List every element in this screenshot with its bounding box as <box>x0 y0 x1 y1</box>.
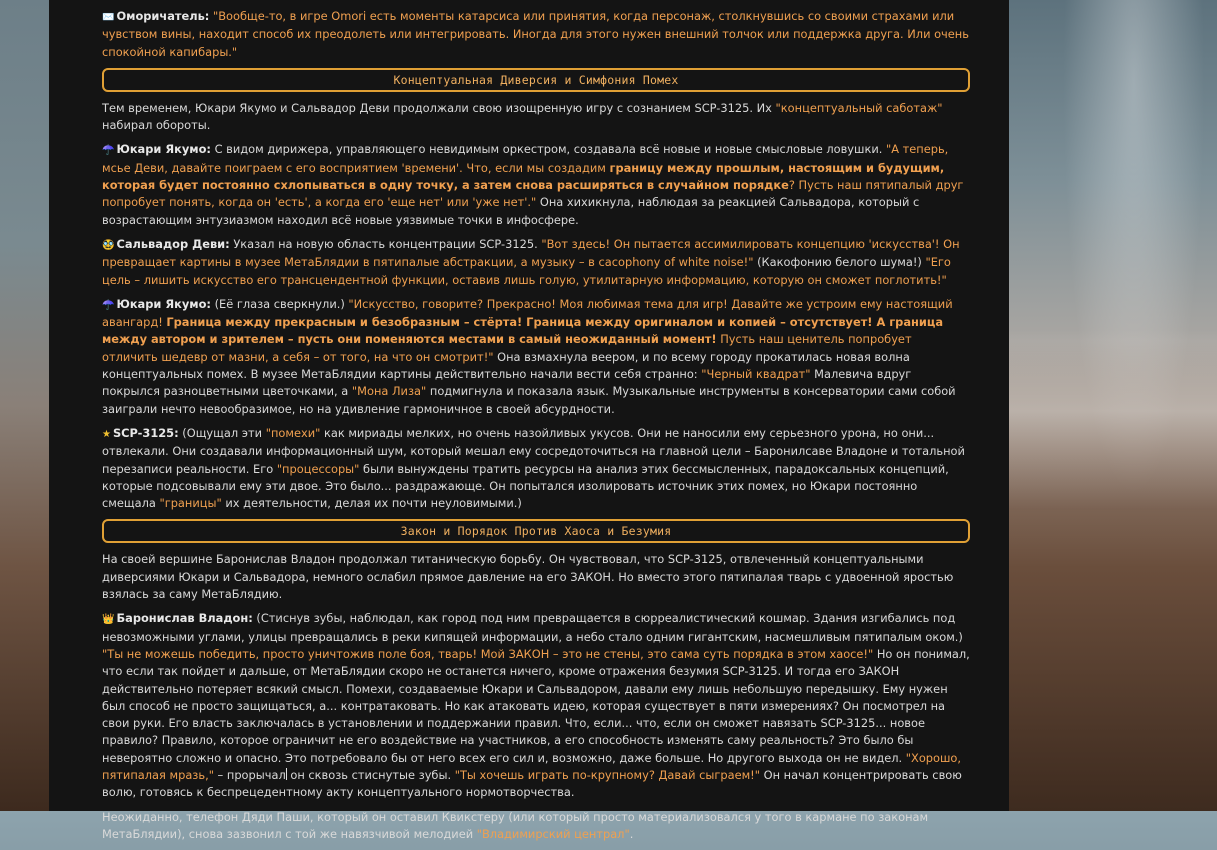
paragraph-yukari <box>102 296 970 418</box>
paragraph-salvador <box>102 236 970 289</box>
quote-bold: Граница между прекрасным и безобразным – стёрта! Граница между оригиналом и копией – отсутствует! А граница между автором и зрителем – пусть они поменяются местами в самый неожиданный момент! <box>102 315 944 347</box>
quote: "А теперь, мсье Деви, давайте поиграем с его восприятием 'времени'. Что, если мы создадим <box>102 142 949 175</box>
text: Указал на новую область концентрации SCP-3125. <box>229 236 542 251</box>
star-icon: ★ <box>102 428 111 440</box>
quote: "Искусство, говорите? Прекрасно! Моя любимая тема для игр! Давайте же устроим ему настоящий авангард! <box>102 296 953 330</box>
text: Она хихикнула, наблюдая за реакцией Сальвадора, который с возрастающим энтузиазмом находил всё новые уязвимые точки в инфосфере. <box>102 195 920 227</box>
quote: "Хорошо, пятипалая мразь," <box>102 750 962 782</box>
paragraph-baronislav <box>102 610 970 801</box>
text: (Какофонию белого шума!) <box>753 255 926 270</box>
speaker-name: Юкари Якумо: <box>116 296 211 311</box>
speaker-name: Оморичатель: <box>116 9 210 23</box>
text: С видом дирижера, управляющего невидимым оркестром, создавала всё новые и новые смысловые ловушки. <box>210 142 886 157</box>
quote: "Владимирский централ" <box>476 826 630 841</box>
text: (Её глаза сверкнули.) <box>210 296 349 311</box>
envelope-icon: ✉️ <box>102 12 115 23</box>
text: (Ощущал эти <box>178 425 266 440</box>
umbrella-icon: ☂️ <box>102 299 115 311</box>
quote: "Вот здесь! Он пытается ассимилировать концепцию 'искусства'! Он превращает картины в музее МетаБлядии в пятипалые абстракции, а музыку – в cacophony of white noise!" <box>102 236 960 270</box>
text: Тем временем, Юкари Якумо и Сальвадор Деви продолжали свою изощренную игру с сознанием SCP-3125. Их <box>102 100 776 115</box>
paragraph-yukari <box>102 141 970 228</box>
text: он сквозь стиснутые зубы. <box>286 767 455 782</box>
speaker-name: Юкари Якумо: <box>116 142 211 157</box>
text: были вынуждены тратить ресурсы на анализ этих бессмысленных, парадоксальных концепций, которые подсовывали ему эти двое. Это было... раздражающе. Он попытался изолировать источник этих помех, но Юкари постоянно смещала <box>102 461 949 511</box>
quote: "Ты не можешь победить, просто уничтожив поле боя, тварь! Мой ЗАКОН – это не стены, это сама суть порядка в этом хаосе!" <box>102 646 874 661</box>
text: (Стиснув зубы, наблюдал, как город под ним превращается в сюрреалистический кошмар. Здания изгибались под невозможными углами, улицы превращались в реки кипящей информации, а небо стало одним гигантским, насмешливым пятипалым оком.) <box>102 611 963 644</box>
disguise-face-icon: 🥸 <box>102 239 115 251</box>
text: как мириады мелких, но очень назойливых укусов. Они не наносили ему серьезного урона, но они... отвлекали. Они создавали информационный шум, который мешал ему сосредоточиться на главной цели – Баронилсаве Владоне и тотальной перезаписи реальности. Его <box>102 425 965 476</box>
paragraph <box>102 809 970 844</box>
section-header: Закон и Порядок Против Хаоса и Безумия <box>102 519 970 543</box>
crown-icon: 👑 <box>102 614 115 626</box>
paragraph-scp <box>102 425 970 512</box>
quote: "концептуальный саботаж" <box>775 100 943 115</box>
background-left <box>0 0 49 811</box>
text: Он начал концентрировать свою волю, готовясь к беспрецедентному акту концептуального нормотворчества. <box>102 767 962 800</box>
story-text <box>102 8 970 850</box>
quote: Пусть наш ценитель попробует отличить шедевр от мазни, а себя – от того, на что он смотрит!" <box>102 332 912 364</box>
text: Малевича вдруг покрылся разноцветными цветочками, а <box>102 367 912 399</box>
quote-bold: границу между прошлым, настоящим и будущим, которая будет постоянно схлопываться в одну точку, а затем снова расширяться в случайном порядке <box>102 160 945 193</box>
speaker-name: Сальвадор Деви: <box>116 236 230 251</box>
speaker-name: Баронислав Владон: <box>116 611 253 626</box>
umbrella-icon: ☂️ <box>102 145 115 157</box>
text: их деятельности, делая их почти неуловимыми.) <box>221 496 522 511</box>
paragraph-omori <box>102 8 970 61</box>
quote: "Его цель – лишить искусство его трансцендентной функции, оставив лишь голую, утилитарную информацию, которую он сможет поглотить!" <box>102 255 951 287</box>
speaker-name: SCP-3125: <box>112 425 179 440</box>
paragraph <box>102 100 970 135</box>
background-ruins <box>1009 330 1217 510</box>
quote: "границы" <box>159 496 222 511</box>
text: Неожиданно, телефон Дяди Паши, который он оставил Квикстеру (или который просто материализовался у того в кармане по законам МетаБлядии), снова зазвонил с той же навязчивой мелодией <box>102 809 929 841</box>
text: – прорычал <box>213 767 286 782</box>
text: набирал обороты. <box>102 118 211 133</box>
text: подмигнула и показала язык. Музыкальные инструменты в консерватории сами собой заиграли нечто невообразимое, но на удивление гармоничное в своей абсурдности. <box>102 384 956 416</box>
text: . <box>629 826 634 841</box>
quote: "Вообще-то, в игре Omori есть моменты катарсиса или принятия, когда персонаж, столкнувшись со своими страхами или чувством вины, находит способ их преодолеть или интегрировать. Иногда для этого нужен внешний толчок или поддержка друга. Или очень спокойной капибары." <box>102 9 969 59</box>
paragraph <box>102 551 970 603</box>
quote: "Мона Лиза" <box>351 384 427 399</box>
quote: ? Пусть наш пятипалый друг попробует понять, когда он 'есть', а когда его 'еще нет' или 'уже нет'." <box>102 178 964 210</box>
text: На своей вершине Баронислав Владон продолжал титаническую борьбу. Он чувствовал, что SCP-3125, отвлеченный концептуальными диверсиями Юкари и Сальвадора, немного ослабил прямое давление на его ЗАКОН. Но вместо этого пятипалая тварь с удвоенной яростью взялась за саму МетаБлядию. <box>102 552 954 602</box>
section-header: Концептуальная Диверсия и Симфония Помех <box>102 68 970 92</box>
quote: "Ты хочешь играть по-крупному? Давай сыграем!" <box>454 767 760 782</box>
quote: "Черный квадрат" <box>701 367 811 382</box>
quote: "помехи" <box>265 425 321 440</box>
text: Она взмахнула веером, и по всему городу прокатилась новая волна концептуальных помех. В музее МетаБлядии картины действительно начали вести себя странно: <box>102 349 910 382</box>
chat-content[interactable] <box>49 0 1009 841</box>
quote: "процессоры" <box>276 461 360 476</box>
text: Но он понимал, что если так пойдет и дальше, от МетаБлядии скоро не останется ничего, кроме отражения безумия SCP-3125. И тогда его ЗАКОН действительно потеряет всякий смысл. Помехи, создаваемые Юкари и Сальвадором, давали ему лишь небольшую передышку. Ему нужен был способ не просто защищаться, а... контратаковать. Но как атаковать идею, которая существует в пяти измерениях? Он посмотрел на свои руки. Его власть заключалась в установлении и поддержании правил. Что, если... что, если он сможет навязать SCP-3125... новое правило? Правило, которое ограничит не его воздействие на участников, а его способность изменять саму реальность? Это было бы невероятно сложно и опасно. Это потребовало бы от него всех его сил и, возможно, даже больше. Но другого выхода он не видел. <box>102 646 970 765</box>
